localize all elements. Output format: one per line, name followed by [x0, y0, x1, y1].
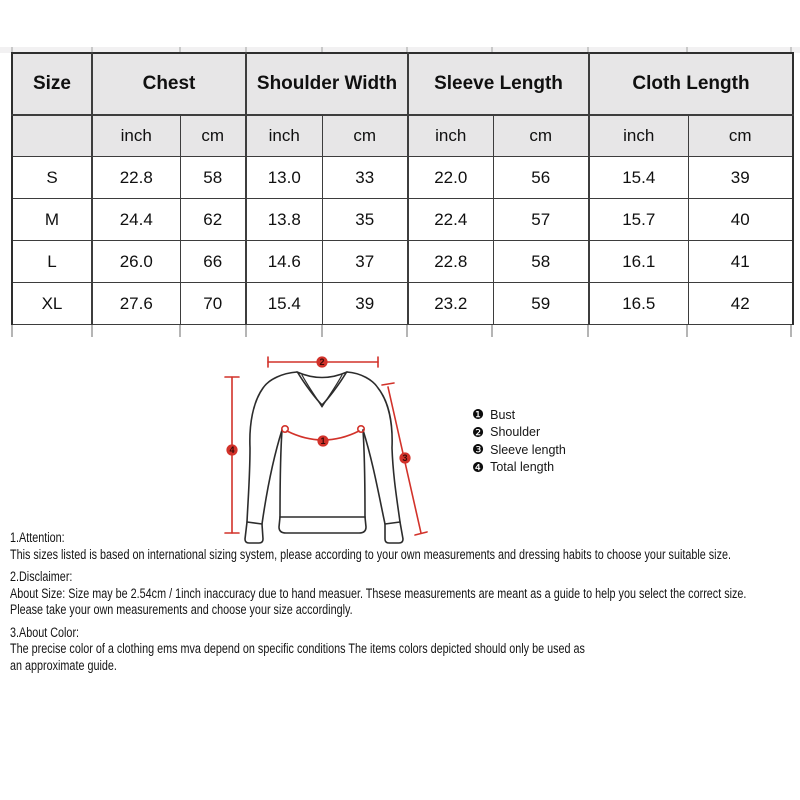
measurement-cell: 62	[180, 199, 246, 241]
note-heading: 2.Disclaimer:	[10, 569, 73, 584]
legend-number-icon: ❸	[472, 442, 485, 457]
measurement-cell: 13.0	[246, 157, 322, 199]
note-about-color	[10, 625, 794, 675]
column-header: Size	[12, 53, 92, 115]
measurement-cell: 56	[493, 157, 589, 199]
measurement-cell: 15.4	[589, 157, 688, 199]
legend-label: Sleeve length	[490, 442, 566, 457]
measurement-cell: 23.2	[408, 283, 493, 325]
sweater-outline	[245, 372, 403, 543]
size-chart-table	[11, 52, 794, 325]
callout-badges	[226, 356, 410, 463]
legend-number-icon: ❷	[472, 424, 485, 440]
legend-number-icon: ❶	[472, 407, 485, 422]
measurement-cell: 22.4	[408, 199, 493, 241]
unit-header	[12, 115, 92, 157]
column-header: Chest	[92, 53, 246, 115]
measurement-cell: 59	[493, 283, 589, 325]
size-label-cell: L	[12, 241, 92, 283]
note-text: an approximate guide.	[10, 657, 117, 673]
measurement-cell: 37	[322, 241, 408, 283]
measurement-cell: 26.0	[92, 241, 180, 283]
notes-block	[10, 530, 794, 680]
measurement-cell: 33	[322, 157, 408, 199]
legend-item	[472, 406, 566, 424]
measurement-cell: 39	[322, 283, 408, 325]
table-row	[12, 199, 793, 241]
gridline-stub	[406, 324, 408, 337]
unit-header: inch	[589, 115, 688, 157]
legend-item	[472, 424, 566, 442]
unit-header: inch	[408, 115, 493, 157]
measurement-cell: 13.8	[246, 199, 322, 241]
size-label-cell: XL	[12, 283, 92, 325]
measurement-cell: 40	[688, 199, 793, 241]
measurement-cell: 27.6	[92, 283, 180, 325]
gridline-stub	[321, 324, 323, 337]
note-text: Please take your own measurements and choose your size accordingly.	[10, 602, 353, 617]
measurement-cell: 42	[688, 283, 793, 325]
unit-header: inch	[92, 115, 180, 157]
callout-3: 3	[402, 453, 408, 464]
measurement-cell: 14.6	[246, 241, 322, 283]
note-text: This sizes listed is based on international sizing system, please according to your own measurements and dressing habits to choose your suitable size.	[10, 546, 731, 562]
legend-label: Shoulder	[490, 425, 541, 440]
unit-header: cm	[688, 115, 793, 157]
measurement-cell: 39	[688, 157, 793, 199]
measurement-marks	[225, 357, 427, 535]
note-text: About Size: Size may be 2.54cm / 1inch inaccuracy due to hand measuer. Thsese measurements are meant as a guide to help you select the correct size.	[10, 585, 747, 601]
gridline-stub	[587, 324, 589, 337]
table-row	[12, 157, 793, 199]
measurement-cell: 22.8	[92, 157, 180, 199]
gridline-stub	[11, 324, 13, 337]
legend-item	[472, 441, 566, 459]
note-heading: 1.Attention:	[10, 530, 65, 545]
measurement-cell: 35	[322, 199, 408, 241]
note-heading: 3.About Color:	[10, 624, 80, 640]
measurement-cell: 22.8	[408, 241, 493, 283]
diagram-legend	[472, 406, 566, 476]
gridline-stub	[491, 324, 493, 337]
callout-2: 2	[319, 357, 325, 368]
gridline-stub	[790, 324, 792, 337]
note-attention	[10, 530, 794, 563]
gridline-stub	[179, 324, 181, 337]
note-disclaimer	[10, 569, 794, 619]
column-header: Shoulder Width	[246, 53, 408, 115]
sweater-measurement-diagram	[216, 340, 470, 548]
table-header-row-main	[12, 53, 793, 115]
measurement-cell: 16.5	[589, 283, 688, 325]
gridline-stub	[686, 324, 688, 337]
measurement-cell: 70	[180, 283, 246, 325]
table-row	[12, 241, 793, 283]
callout-4: 4	[229, 445, 235, 456]
measurement-cell: 16.1	[589, 241, 688, 283]
unit-header: inch	[246, 115, 322, 157]
measurement-cell: 58	[493, 241, 589, 283]
size-chart-wrap	[11, 52, 794, 325]
measurement-cell: 15.7	[589, 199, 688, 241]
legend-item	[472, 459, 566, 477]
unit-header: cm	[180, 115, 246, 157]
measurement-cell: 57	[493, 199, 589, 241]
note-text: The precise color of a clothing ems mva depend on specific conditions The items colors depicted should only be used as	[10, 641, 585, 656]
legend-number-icon: ❹	[472, 459, 485, 475]
unit-header: cm	[493, 115, 589, 157]
measurement-cell: 41	[688, 241, 793, 283]
measurement-cell: 66	[180, 241, 246, 283]
unit-header: cm	[322, 115, 408, 157]
measurement-cell: 15.4	[246, 283, 322, 325]
gridline-stub	[245, 324, 247, 337]
measurement-cell: 22.0	[408, 157, 493, 199]
legend-label: Bust	[490, 407, 516, 422]
size-label-cell: S	[12, 157, 92, 199]
callout-1: 1	[320, 436, 326, 447]
measurement-cell: 24.4	[92, 199, 180, 241]
column-header: Cloth Length	[589, 53, 793, 115]
legend-label: Total length	[490, 460, 555, 475]
measurement-cell: 58	[180, 157, 246, 199]
table-header-row-units	[12, 115, 793, 157]
table-row	[12, 283, 793, 325]
size-label-cell: M	[12, 199, 92, 241]
column-header: Sleeve Length	[408, 53, 589, 115]
gridline-stub	[91, 324, 93, 337]
